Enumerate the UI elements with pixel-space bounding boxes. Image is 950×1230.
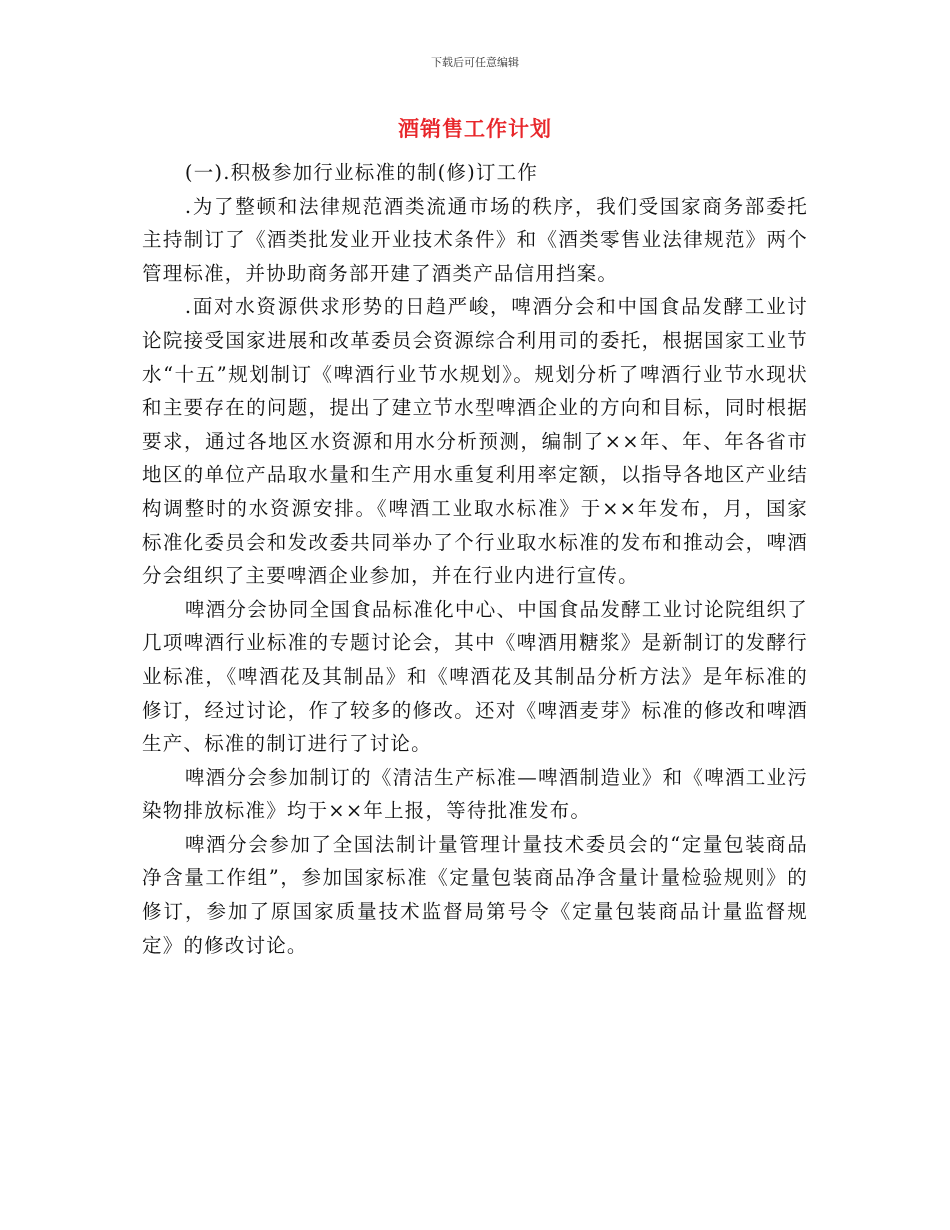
paragraph-6: 啤酒分会参加了全国法制计量管理计量技术委员会的“定量包装商品净含量工作组”，参加国家标准《定量包装商品净含量计量检验规则》的修订，参加了原国家质量技术监督局第号令《定量包装商品计量监督规定》的修改讨论。 — [142, 832, 808, 957]
document-body — [142, 156, 808, 962]
paragraph-2: .为了整顿和法律规范酒类流通市场的秩序，我们受国家商务部委托主持制订了《酒类批发业开业技术条件》和《酒类零售业法律规范》两个管理标准，并协助商务部开建了酒类产品信用挡案。 — [142, 194, 808, 285]
paragraph-3: .面对水资源供求形势的日趋严峻，啤酒分会和中国食品发酵工业讨论院接受国家进展和改革委员会资源综合利用司的委托，根据国家工业节水“十五”规划制订《啤酒行业节水规划》。规划分析了啤酒行业节水现状和主要存在的问题，提出了建立节水型啤酒企业的方向和目标，同时根据要求，通过各地区水资源和用水分析预测，编制了××年、年、年各省市地区的单位产品取水量和生产用水重复利用率定额，以指导各地区产业结构调整时的水资源安排。《啤酒工业取水标准》于××年发布，月，国家标准化委员会和发改委共同举办了个行业取水标准的发布和推动会，啤酒分会组织了主要啤酒企业参加，并在行业内进行宣传。 — [142, 295, 808, 588]
paragraph-5: 啤酒分会参加制订的《清洁生产标准—啤酒制造业》和《啤酒工业污染物排放标准》均于××年上报，等待批准发布。 — [142, 765, 808, 823]
header-note: 下载后可任意编辑 — [431, 56, 519, 69]
document-title: 酒销售工作计划 — [398, 116, 552, 141]
paragraph-4: 啤酒分会协同全国食品标准化中心、中国食品发酵工业讨论院组织了几项啤酒行业标准的专题讨论会，其中《啤酒用糖浆》是新制订的发酵行业标准，《啤酒花及其制品》和《啤酒花及其制品分析方法》是年标准的修订，经过讨论，作了较多的修改。还对《啤酒麦芽》标准的修改和啤酒生产、标准的制订进行了讨论。 — [142, 597, 808, 756]
paragraph-1: (一).积极参加行业标准的制(修)订工作 — [184, 161, 539, 184]
